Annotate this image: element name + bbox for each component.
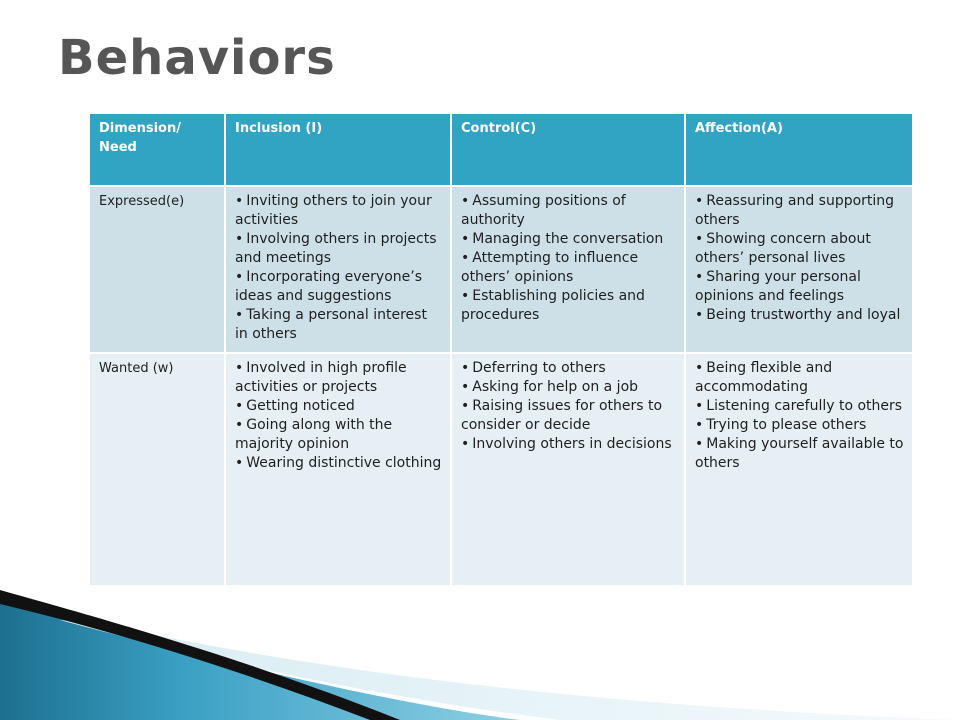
list-item: • Being trustworthy and loyal	[695, 306, 904, 325]
list-item: • Deferring to others	[461, 359, 676, 378]
header-dimension: Dimension/ Need	[89, 113, 225, 186]
table-row-wanted	[89, 353, 913, 586]
list-item: • Going along with the majority opinion	[235, 416, 442, 454]
decorative-swoosh	[0, 590, 960, 720]
cell-wanted-control	[451, 353, 685, 586]
header-affection: Affection(A)	[685, 113, 913, 186]
list-item: • Asking for help on a job	[461, 378, 676, 397]
list-item: • Inviting others to join your activities	[235, 192, 442, 230]
list-item: • Assuming positions of authority	[461, 192, 676, 230]
table-row-expressed	[89, 186, 913, 353]
list-item: • Making yourself available to others	[695, 435, 904, 473]
cell-wanted-inclusion	[225, 353, 451, 586]
cell-expressed-affection	[685, 186, 913, 353]
list-item: • Establishing policies and procedures	[461, 287, 676, 325]
list-item: • Raising issues for others to consider or decide	[461, 397, 676, 435]
list-item: • Showing concern about others’ personal lives	[695, 230, 904, 268]
header-inclusion: Inclusion (I)	[225, 113, 451, 186]
list-item: • Wearing distinctive clothing	[235, 454, 442, 473]
list-item: • Getting noticed	[235, 397, 442, 416]
list-item: • Trying to please others	[695, 416, 904, 435]
list-item: • Involved in high profile activities or projects	[235, 359, 442, 397]
list-item: • Incorporating everyone’s ideas and suggestions	[235, 268, 442, 306]
row-label-expressed: Expressed(e)	[89, 186, 225, 353]
list-item: • Attempting to influence others’ opinions	[461, 249, 676, 287]
list-item: • Managing the conversation	[461, 230, 676, 249]
row-label-wanted: Wanted (w)	[89, 353, 225, 586]
list-item: • Being flexible and accommodating	[695, 359, 904, 397]
slide-title: Behaviors	[58, 30, 336, 86]
list-item: • Listening carefully to others	[695, 397, 904, 416]
cell-expressed-inclusion	[225, 186, 451, 353]
list-item: • Reassuring and supporting others	[695, 192, 904, 230]
list-item: • Taking a personal interest in others	[235, 306, 442, 344]
behaviors-table	[88, 112, 914, 587]
table-header-row	[89, 113, 913, 186]
cell-expressed-control	[451, 186, 685, 353]
header-control: Control(C)	[451, 113, 685, 186]
list-item: • Involving others in projects and meetings	[235, 230, 442, 268]
list-item: • Sharing your personal opinions and feelings	[695, 268, 904, 306]
list-item: • Involving others in decisions	[461, 435, 676, 454]
cell-wanted-affection	[685, 353, 913, 586]
